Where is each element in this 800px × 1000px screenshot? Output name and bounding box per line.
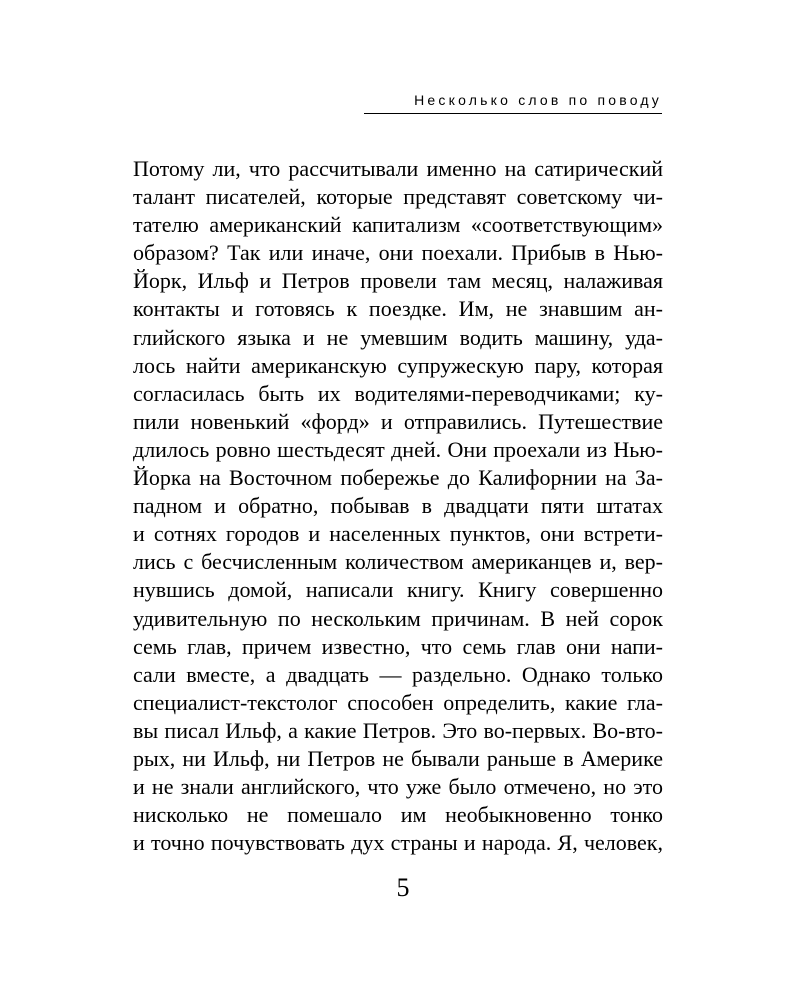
running-head-rule bbox=[364, 113, 662, 114]
text-line: сали вместе, а двадцать — раздельно. Однако только bbox=[133, 661, 663, 687]
text-line: образом? Так или иначе, они поехали. Прибыв в Нью- bbox=[133, 240, 663, 266]
text-line: и не знали английского, что уже было отмечено, но это bbox=[133, 774, 663, 800]
body-text bbox=[133, 155, 663, 857]
text-line: длилось ровно шестьдесят дней. Они проехали из Нью- bbox=[133, 436, 663, 462]
text-line: Йорка на Восточном побережье до Калифорнии на За- bbox=[133, 465, 663, 491]
text-line: лись с бесчисленным количеством американцев и, вер- bbox=[133, 549, 663, 575]
text-line: контакты и готовясь к поездке. Им, не знавшим ан- bbox=[133, 296, 663, 322]
text-line: талант писателей, которые представят советскому чи- bbox=[133, 184, 663, 210]
text-line: и точно почувствовать дух страны и народа. Я, человек, bbox=[133, 830, 663, 856]
text-line: удивительную по нескольким причинам. В ней сорок bbox=[133, 605, 663, 631]
text-line: Йорк, Ильф и Петров провели там месяц, налаживая bbox=[133, 268, 663, 294]
text-line: специалист-текстолог способен определить, какие гла- bbox=[133, 689, 663, 715]
running-head: Несколько слов по поводу bbox=[414, 92, 662, 108]
text-line: Потому ли, что рассчитывали именно на сатирический bbox=[133, 156, 663, 181]
text-line: тателю американский капитализм «соответствующим» bbox=[133, 212, 663, 238]
text-line: и сотнях городов и населенных пунктов, они встрети- bbox=[133, 521, 663, 547]
text-line: падном и обратно, побывав в двадцати пяти штатах bbox=[133, 493, 663, 519]
text-line: нувшись домой, написали книгу. Книгу совершенно bbox=[133, 577, 663, 603]
text-line: рых, ни Ильф, ни Петров не бывали раньше в Америке bbox=[133, 745, 663, 771]
text-line: глийского языка и не умевшим водить машину, уда- bbox=[133, 324, 663, 350]
text-line: согласилась быть их водителями-переводчиками; ку- bbox=[133, 380, 663, 406]
text-line: семь глав, причем известно, что семь глав они напи- bbox=[133, 633, 663, 659]
text-line: нисколько не помешало им необыкновенно тонко bbox=[133, 802, 663, 828]
page-number: 5 bbox=[396, 873, 410, 902]
text-line: лось найти американскую супружескую пару, которая bbox=[133, 352, 663, 378]
text-line: пили новенький «форд» и отправились. Путешествие bbox=[133, 408, 663, 434]
text-line: вы писал Ильф, а какие Петров. Это во-первых. Во-вто- bbox=[133, 717, 663, 743]
